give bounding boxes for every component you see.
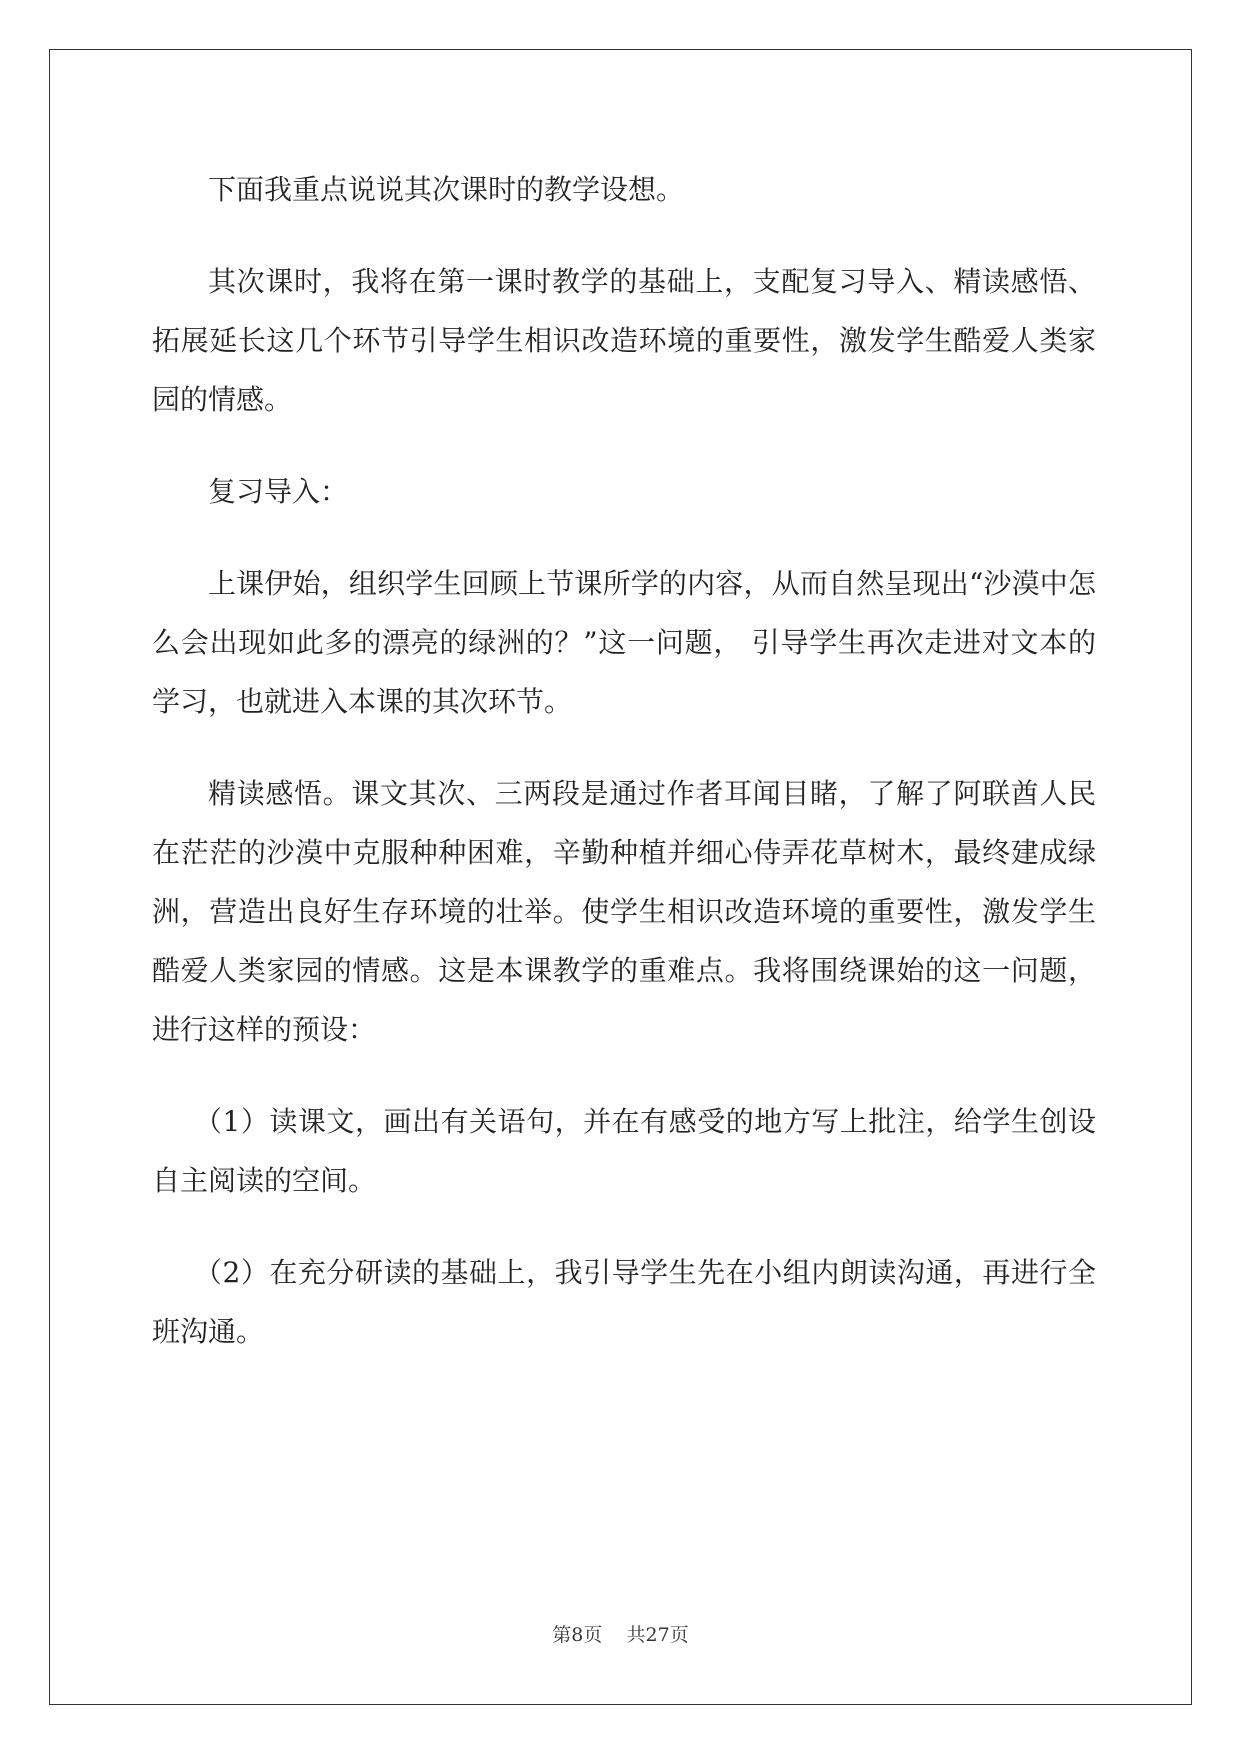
paragraph: 下面我重点说说其次课时的教学设想。 [208,173,685,206]
paragraph: 上课伊始，组织学生回顾上节课所学的内容，从而自然呈现出“沙漠中怎么会出现如此多的漂亮的绿洲的？”这一问题， 引导学生再次走进对文本的学习，也就进入本课的其次环节。 [152,567,1097,718]
paragraph: 精读感悟。课文其次、三两段是通过作者耳闻目睹，了解了阿联酋人民在茫茫的沙漠中克服种种困难，辛勤种植并细心侍弄花草树木，最终建成绿洲，营造出良好生存环境的壮举。使学生相识改造环境的重要性，激发学生酷爱人类家园的情感。这是本课教学的重难点。我将围绕课始的这一问题，进行这样的预设： [152,777,1096,1046]
document-body [152,160,1096,1394]
page-number: 第8页 [552,1624,603,1646]
paragraph: 其次课时，我将在第一课时教学的基础上，支配复习导入、精读感悟、拓展延长这几个环节引导学生相识改造环境的重要性，激发学生酷爱人类家园的情感。 [152,265,1096,416]
paragraph: （1）读课文，画出有关语句，并在有感受的地方写上批注，给学生创设自主阅读的空间。 [152,1105,1096,1197]
paragraph: 复习导入： [208,475,349,508]
page-total: 共27页 [626,1624,689,1646]
paragraph: （2）在充分研读的基础上，我引导学生先在小组内朗读沟通，再进行全班沟通。 [152,1256,1096,1348]
page-footer [0,1620,1241,1647]
